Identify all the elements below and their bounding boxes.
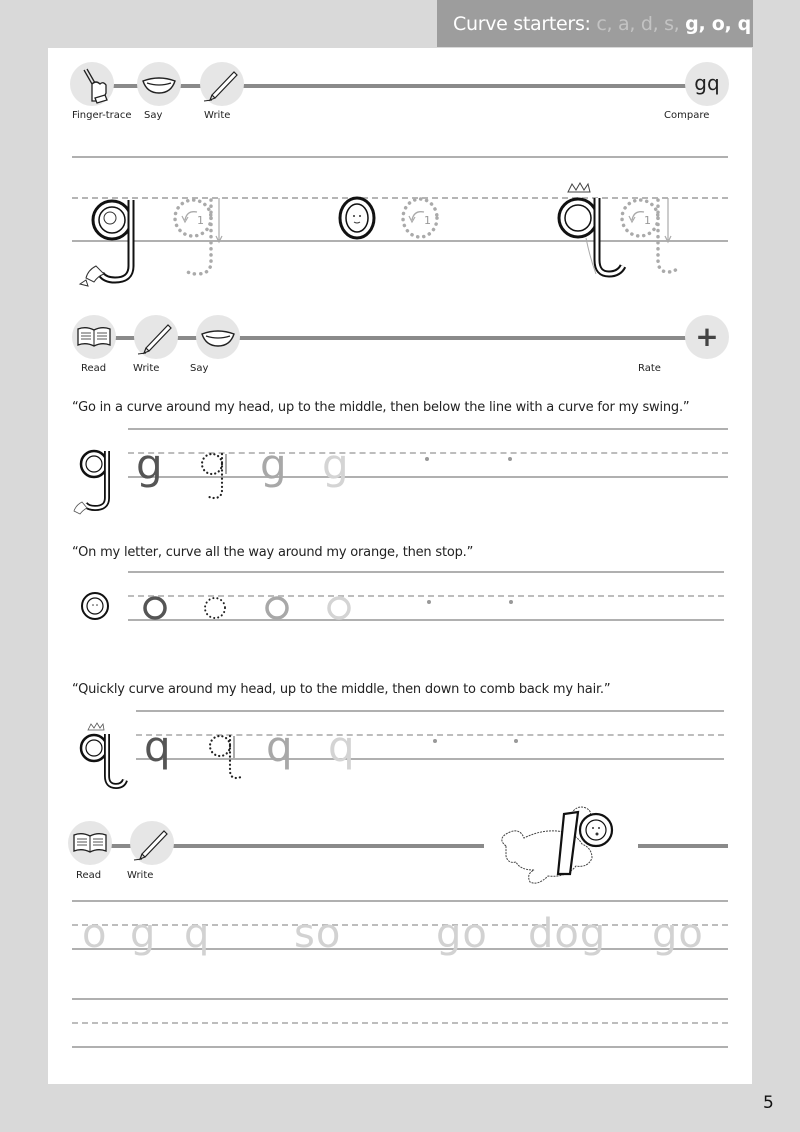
plus-icon: + [695,320,719,353]
letter-q-character-icon [76,722,140,794]
header-current-letters: g, o, q [685,13,751,35]
step-write [130,821,174,865]
step-say [196,315,240,359]
word-trace: dog [528,911,607,957]
pointing-hand-icon [70,62,114,106]
mouth-icon [196,315,240,359]
letter-g-character-icon [70,446,116,522]
letter-o-character-icon [80,591,110,621]
sample-letter-mid: q [266,722,293,771]
start-dot [509,600,513,604]
guide-line-top [128,428,728,430]
step-write [200,62,244,106]
page-header-tab [437,0,753,47]
connector-bar [92,84,692,88]
svg-text:1: 1 [644,214,651,227]
sample-letter-light: q [328,722,355,771]
header-previous-letters: c, a, d, s, [596,13,686,35]
book-icon [68,821,112,865]
step-read [68,821,112,865]
start-dot [427,600,431,604]
step-label: Write [127,870,154,881]
dotted-g-trace-icon [173,196,233,286]
header-prefix: Curve starters: [453,13,597,35]
step-label: Read [81,363,107,374]
letter-g-character-icon [76,188,136,298]
guide-line-base [72,948,728,950]
guide-line-top [72,156,728,158]
word-trace: q [184,911,210,957]
pencil-icon [200,62,244,106]
step-say [137,62,181,106]
rate-label: Rate [638,363,661,374]
sample-letter-light: g [322,440,349,489]
page-number: 5 [763,1093,774,1113]
step-label: Say [144,110,163,121]
letter-o-character-icon [336,194,378,244]
dog-letter-p-mascot-icon [496,802,632,894]
letter-q-character-icon [548,180,628,290]
word-trace: go [652,911,704,957]
step-label: Write [204,110,231,121]
compare-letters: gq [694,71,720,95]
sample-letter-dark: q [144,722,171,771]
connector-bar [92,336,692,340]
sample-letter-mid: g [260,440,287,489]
start-dot [425,457,429,461]
start-dot [514,739,518,743]
svg-text:1: 1 [197,214,204,227]
step-label: Write [133,363,160,374]
instruction-text: “On my letter, curve all the way around my orange, then stop.” [72,545,474,560]
dotted-g-trace-icon [200,450,234,504]
guide-line-base [72,1046,728,1048]
word-trace: g [130,911,156,957]
compare-circle [685,62,729,106]
pencil-icon [130,821,174,865]
sample-letter-light [326,595,352,621]
svg-text:1: 1 [424,214,431,227]
guide-line-top [136,710,724,712]
guide-line-top [72,900,728,902]
sample-letter-mid [264,595,290,621]
guide-line-top [128,571,724,573]
guide-line-mid [72,1022,728,1024]
step-label: Finger-trace [72,110,132,121]
word-trace: go [436,911,488,957]
step-label: Say [190,363,209,374]
start-dot [508,457,512,461]
dotted-o-trace-icon [398,196,448,246]
start-dot [433,739,437,743]
guide-line-mid [72,924,728,926]
connector-bar [638,844,728,848]
rate-circle[interactable] [685,315,729,359]
step-read [72,315,116,359]
pencil-icon [134,315,178,359]
word-trace: so [294,911,342,957]
step-label: Read [76,870,102,881]
dotted-q-trace-icon [618,196,688,286]
dotted-o-trace-icon [202,595,228,621]
instruction-text: “Quickly curve around my head, up to the middle, then down to comb back my hair.” [72,682,611,697]
mouth-icon [137,62,181,106]
compare-label: Compare [664,110,710,121]
worksheet-card [48,48,752,1084]
step-write [134,315,178,359]
instruction-text: “Go in a curve around my head, up to the middle, then below the line with a curve for my swing.” [72,400,690,415]
sample-letter-dark [142,595,168,621]
guide-line-top [72,998,728,1000]
book-icon [72,315,116,359]
sample-letter-dark: g [136,440,163,489]
step-finger-trace [70,62,114,106]
word-trace: o [82,911,107,957]
dotted-q-trace-icon [208,732,248,784]
